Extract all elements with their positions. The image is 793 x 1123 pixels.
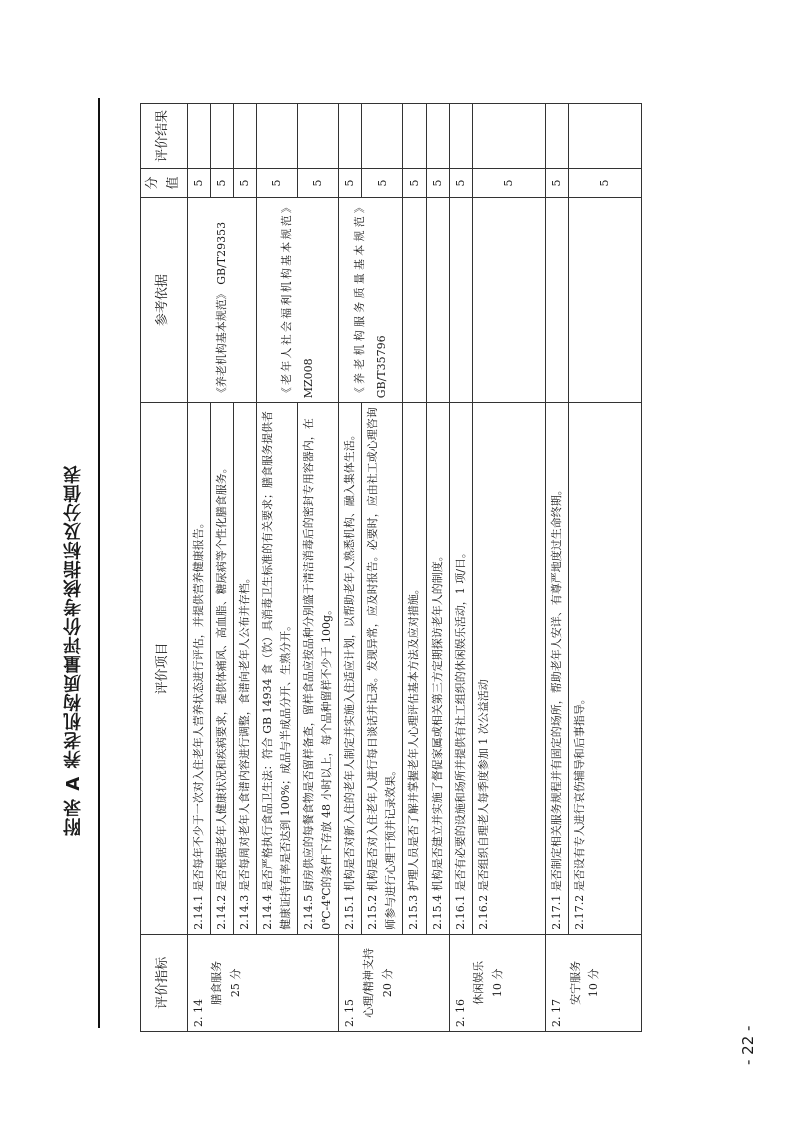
- result-cell[interactable]: [210, 104, 233, 169]
- rotated-table-container: [140, 103, 642, 1032]
- category-cell: [339, 934, 450, 1031]
- table-row: [256, 104, 297, 1032]
- score-cell: 5: [187, 168, 210, 197]
- item-cell: 2.17.2 是否设有专人进行哀伤辅导和后事指导。: [569, 403, 642, 935]
- item-cell: 2.17.1 是否制定相关服务规程并有固定的场所，帮助老年人安详、有尊严地度过生命终期。: [545, 403, 568, 935]
- header-item: 评价项目: [141, 403, 188, 935]
- item-cell: 2.15.4 机构是否建立并实施了督促家属或相关第三方定期探访老年人的制度。: [426, 403, 449, 935]
- table-row: [545, 104, 568, 1032]
- category-name: 心理/精神支持: [361, 948, 375, 1018]
- result-cell[interactable]: [362, 104, 403, 169]
- item-cell: 2.15.1 机构是否对新入住的老年人制定并实施入住适应计划，以帮助老年人熟悉机构、融入集体生活。: [339, 403, 362, 935]
- score-cell: 5: [569, 168, 642, 197]
- score-cell: 5: [210, 168, 233, 197]
- score-cell: 5: [233, 168, 256, 197]
- score-cell: 5: [472, 168, 545, 197]
- result-cell[interactable]: [187, 104, 210, 169]
- basis-cell: [569, 198, 642, 403]
- item-cell: 2.14.2 是否根据老年人健康状况和疾病要求，提供体痛风、高血脂、糖尿病等个性化膳食服务。: [210, 403, 233, 935]
- category-no: 2. 14: [191, 999, 205, 1027]
- header-indicator: 评价指标: [141, 934, 188, 1031]
- score-cell: 5: [339, 168, 362, 197]
- category-no: 2. 16: [453, 999, 467, 1027]
- category-points: 10 分: [491, 968, 505, 998]
- category-cell: [187, 934, 339, 1031]
- basis-cell: [403, 198, 426, 403]
- basis-cell: [472, 198, 545, 403]
- category-cell: [449, 934, 545, 1031]
- item-cell: 2.14.5 厨房供应的每餐食物是否留样备查，留样食品应按品种分别盛于清洁消毒后的密封专用容器内，在 0℃-4℃的条件下存放 48 小时以上，每个品种留样不少于 100g。: [298, 403, 339, 935]
- item-cell: 2.14.4 是否严格执行食品卫生法：符合 GB 14934 食（饮）具消毒卫生标准的有关要求；膳食服务提供者健康证持有率是否达到 100%；成品与半成品分开、生熟分开。: [256, 403, 297, 935]
- score-cell: 5: [403, 168, 426, 197]
- table-header-row: [141, 104, 188, 1032]
- category-points: 20 分: [380, 968, 394, 998]
- result-cell[interactable]: [449, 104, 472, 169]
- item-cell: 2.15.2 机构是否对入住老年人进行每日谈话并记录。发现异常，应及时报告。必要时，应由社工或心理咨询师参与进行心理干预并记录效果。: [362, 403, 403, 935]
- result-cell[interactable]: [256, 104, 297, 169]
- basis-cell: 《养老机构服务质量基本规范》 GB/T35796: [339, 198, 403, 403]
- table-row: [187, 104, 210, 1032]
- page-number: - 22 -: [739, 1025, 757, 1065]
- header-score: 分值: [141, 168, 188, 197]
- item-cell: 2.16.2 是否组织自理老人每季度参加 1 次公益活动: [472, 403, 545, 935]
- table-row: [472, 104, 545, 1032]
- category-name: 安宁服务: [568, 960, 582, 1005]
- page-title: 附录 A 养老机构质量评价考核指标及分值表: [63, 464, 84, 836]
- score-cell: 5: [545, 168, 568, 197]
- item-cell: 2.15.3 护理人员是否了解并掌握老年人心理评估基本方法及应对措施。: [403, 403, 426, 935]
- table-row: [449, 104, 472, 1032]
- table-row: [569, 104, 642, 1032]
- score-cell: 5: [256, 168, 297, 197]
- result-cell[interactable]: [472, 104, 545, 169]
- basis-cell: [545, 198, 568, 403]
- basis-cell: 《老年人社会福利机构基本规范》MZ008: [256, 198, 338, 403]
- category-cell: [545, 934, 641, 1031]
- evaluation-table: [140, 103, 642, 1032]
- category-points: 25 分: [228, 968, 242, 998]
- result-cell[interactable]: [569, 104, 642, 169]
- header-result: 评价结果: [141, 104, 188, 169]
- category-name: 休闲娱乐: [472, 960, 486, 1005]
- basis-cell: [449, 198, 472, 403]
- result-cell[interactable]: [233, 104, 256, 169]
- category-no: 2. 15: [343, 999, 357, 1027]
- item-cell: 2.16.1 是否有必要的设施和场所并提供有社工组织的休闲娱乐活动，1 项/日。: [449, 403, 472, 935]
- item-cell: 2.14.3 是否每周对老年人食谱内容进行调整，食谱向老年人公布并存档。: [233, 403, 256, 935]
- result-cell[interactable]: [298, 104, 339, 169]
- item-cell: 2.14.1 是否每年不少于一次对入住老年人营养状态进行评估，并提供营养健康报告。: [187, 403, 210, 935]
- table-row: [403, 104, 426, 1032]
- result-cell[interactable]: [403, 104, 426, 169]
- category-no: 2. 17: [549, 999, 563, 1027]
- result-cell[interactable]: [545, 104, 568, 169]
- header-basis: 参考依据: [141, 198, 188, 403]
- result-cell[interactable]: [426, 104, 449, 169]
- basis-cell: [426, 198, 449, 403]
- divider: [98, 98, 100, 1028]
- result-cell[interactable]: [339, 104, 362, 169]
- basis-cell: 《养老机构基本规范》 GB/T29353: [187, 198, 256, 403]
- score-cell: 5: [362, 168, 403, 197]
- table-row: [426, 104, 449, 1032]
- category-points: 10 分: [587, 968, 601, 998]
- score-cell: 5: [426, 168, 449, 197]
- score-cell: 5: [298, 168, 339, 197]
- category-name: 膳食服务: [210, 960, 224, 1005]
- score-cell: 5: [449, 168, 472, 197]
- table-row: [339, 104, 362, 1032]
